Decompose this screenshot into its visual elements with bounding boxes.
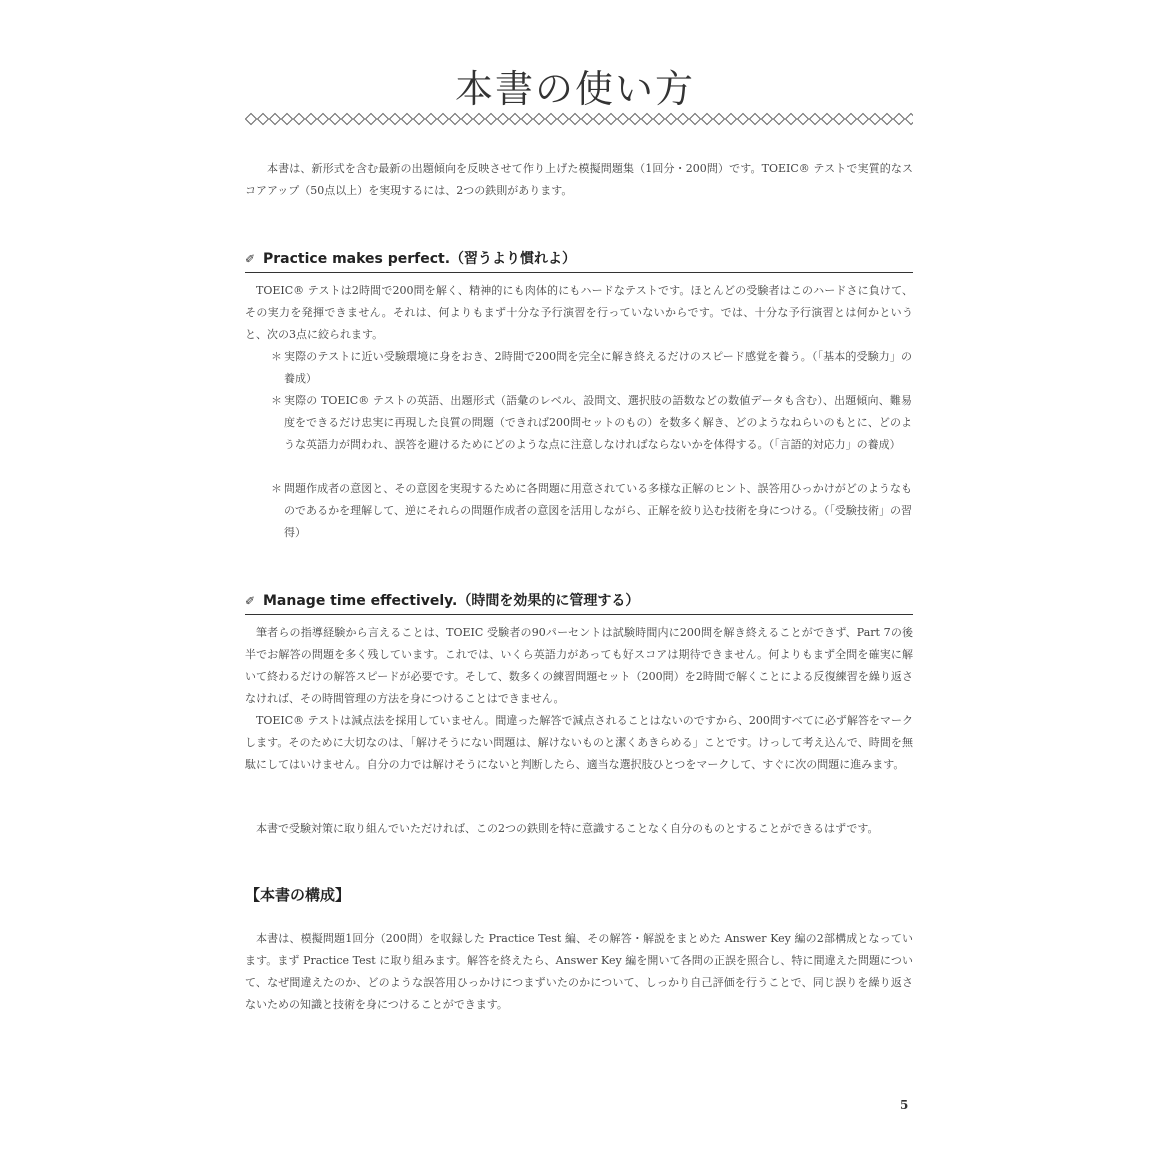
structure-paragraph: 本書は、模擬問題1回分（200問）を収録した Practice Test 編、その解答・解説をまとめた Answer Key 編の2部構成となっています。まず Practice Test に取り組みます。解答を終えたら、Answer Key 編を開いて各問の正誤を照合し、特に間違えた問題について、なぜ間違えたのか、どのような誤答用ひっかけにつまずいたのかについて、しっかり自己評価を行うことで、同じ誤りを繰り返さないための知識と技術を身につけることができます。 [245,932,913,1011]
border-diamond [618,114,629,125]
border-diamond [426,114,437,125]
border-diamond [246,114,257,125]
border-diamond [762,114,773,125]
closing-paragraph: 本書で受験対策に取り組んでいただければ、この2つの鉄則を特に意識することなく自分のものとすることができるはずです。 [256,822,879,835]
border-diamond [402,114,413,125]
border-diamond [318,114,329,125]
bullet-text: 実際のテストに近い受験環境に身をおき、2時間で200問を完全に解き終えるだけのスピード感覚を養う。（「基本的受験力」の養成） [284,350,912,385]
border-diamond [642,114,653,125]
border-diamond [414,114,425,125]
border-diamond [654,114,665,125]
structure-heading: 【本書の構成】 [245,886,351,904]
border-diamond [270,114,281,125]
section1-bullet [272,346,912,390]
intro-paragraph: 本書は、新形式を含む最新の出題傾向を反映させて作り上げた模擬問題集（1回分・200問）です。TOEIC® テストで実質的なスコアアップ（50点以上）を実現するには、2つの鉄則があります。 [245,162,913,197]
section1-bullet [272,390,912,456]
border-diamond [606,114,617,125]
border-diamond [498,114,509,125]
border-diamond [750,114,761,125]
border-diamond [522,114,533,125]
border-diamond [666,114,677,125]
border-diamond [882,114,893,125]
border-diamond [774,114,785,125]
border-diamond [354,114,365,125]
pencil-icon: ✐ [245,252,256,266]
border-diamond [342,114,353,125]
section1-paragraph: TOEIC® テストは2時間で200問を解く、精神的にも肉体的にもハードなテストです。ほとんどの受験者はこのハードさに負けて、その実力を発揮できません。それは、何よりもまず十分な予行演習を行っていないからです。では、十分な予行演習とは何かというと、次の3点に絞られます。 [245,284,913,341]
border-diamond [378,114,389,125]
border-diamond [474,114,485,125]
section2-heading-text: Manage time effectively.（時間を効果的に管理する） [263,593,640,609]
border-diamond [510,114,521,125]
section2-heading [245,590,913,615]
border-diamond [534,114,545,125]
border-diamond [462,114,473,125]
border-diamond [570,114,581,125]
border-diamond [282,114,293,125]
border-diamond [822,114,833,125]
border-diamond [738,114,749,125]
pencil-icon: ✐ [245,594,256,608]
border-diamond [486,114,497,125]
bullet-text: 実際の TOEIC® テストの英語、出題形式（語彙のレベル、設問文、選択肢の語数などの数値データも含む）、出題傾向、難易度をできるだけ忠実に再現した良質の問題（できれば200問セットのもの）を数多く解き、どのようなねらいのもとに、どのような英語力が問われ、誤答を避けるためにどのような点に注意しなければならないかを体得する。（「言語的対応力」の養成） [284,394,912,451]
border-diamond [330,114,341,125]
border-diamond [858,114,869,125]
border-diamond [294,114,305,125]
border-diamond [714,114,725,125]
section1-bullet [272,478,912,544]
section1-heading-text: Practice makes perfect.（習うより慣れよ） [263,251,577,267]
border-diamond [546,114,557,125]
page-number: 5 [900,1098,909,1112]
page-title: 本書の使い方 [454,67,695,111]
border-diamond [786,114,797,125]
border-diamond [798,114,809,125]
bullet-text: 問題作成者の意図と、その意図を実現するために各問題に用意されている多様な正解のヒント、誤答用ひっかけがどのようなものであるかを理解して、逆にそれらの問題作成者の意図を活用しながら、正解を絞り込む技術を身につける。（「受験技術」の習得） [284,482,912,539]
border-diamond [702,114,713,125]
border-diamond [582,114,593,125]
bullet-mark: ＊ [271,394,282,407]
border-diamond [870,114,881,125]
section2-paragraph: 筆者らの指導経験から言えることは、TOEIC 受験者の90パーセントは試験時間内に200問を解き終えることができず、Part 7の後半でお解答の問題を多く残しています。これでは、いくら英語力があっても好スコアは期待できません。何よりもまず全問を確実に解いて終わるだけの解答スピードが必要です。そして、数多くの練習問題セット（200問）を2時間で解くことによる反復練習を繰り返さなければ、その時間管理の方法を身につけることはできません。 [245,626,913,705]
border-diamond [450,114,461,125]
border-diamond [438,114,449,125]
border-diamond [894,114,905,125]
border-diamond [810,114,821,125]
border-diamond [690,114,701,125]
section2-paragraph: TOEIC® テストは減点法を採用していません。間違った解答で減点されることはないのですから、200問すべてに必ず解答をマークします。そのために大切なのは、「解けそうにない問題は、解けないものと潔くあきらめる」ことです。けっして考え込んで、時間を無駄にしてはいけません。自分の力では解けそうにないと判断したら、適当な選択肢ひとつをマークして、すぐに次の問題に進みます。 [245,714,913,771]
border-diamond [678,114,689,125]
border-diamond [390,114,401,125]
border-diamond [258,114,269,125]
bullet-mark: ＊ [271,350,282,363]
border-diamond [726,114,737,125]
decorative-border [245,108,913,130]
border-diamond [366,114,377,125]
border-diamond [630,114,641,125]
border-diamond [846,114,857,125]
border-diamond [558,114,569,125]
bullet-mark: ＊ [271,482,282,495]
border-diamond [906,114,914,125]
border-diamond [306,114,317,125]
border-diamond [834,114,845,125]
border-diamond [594,114,605,125]
section1-heading [245,248,913,273]
